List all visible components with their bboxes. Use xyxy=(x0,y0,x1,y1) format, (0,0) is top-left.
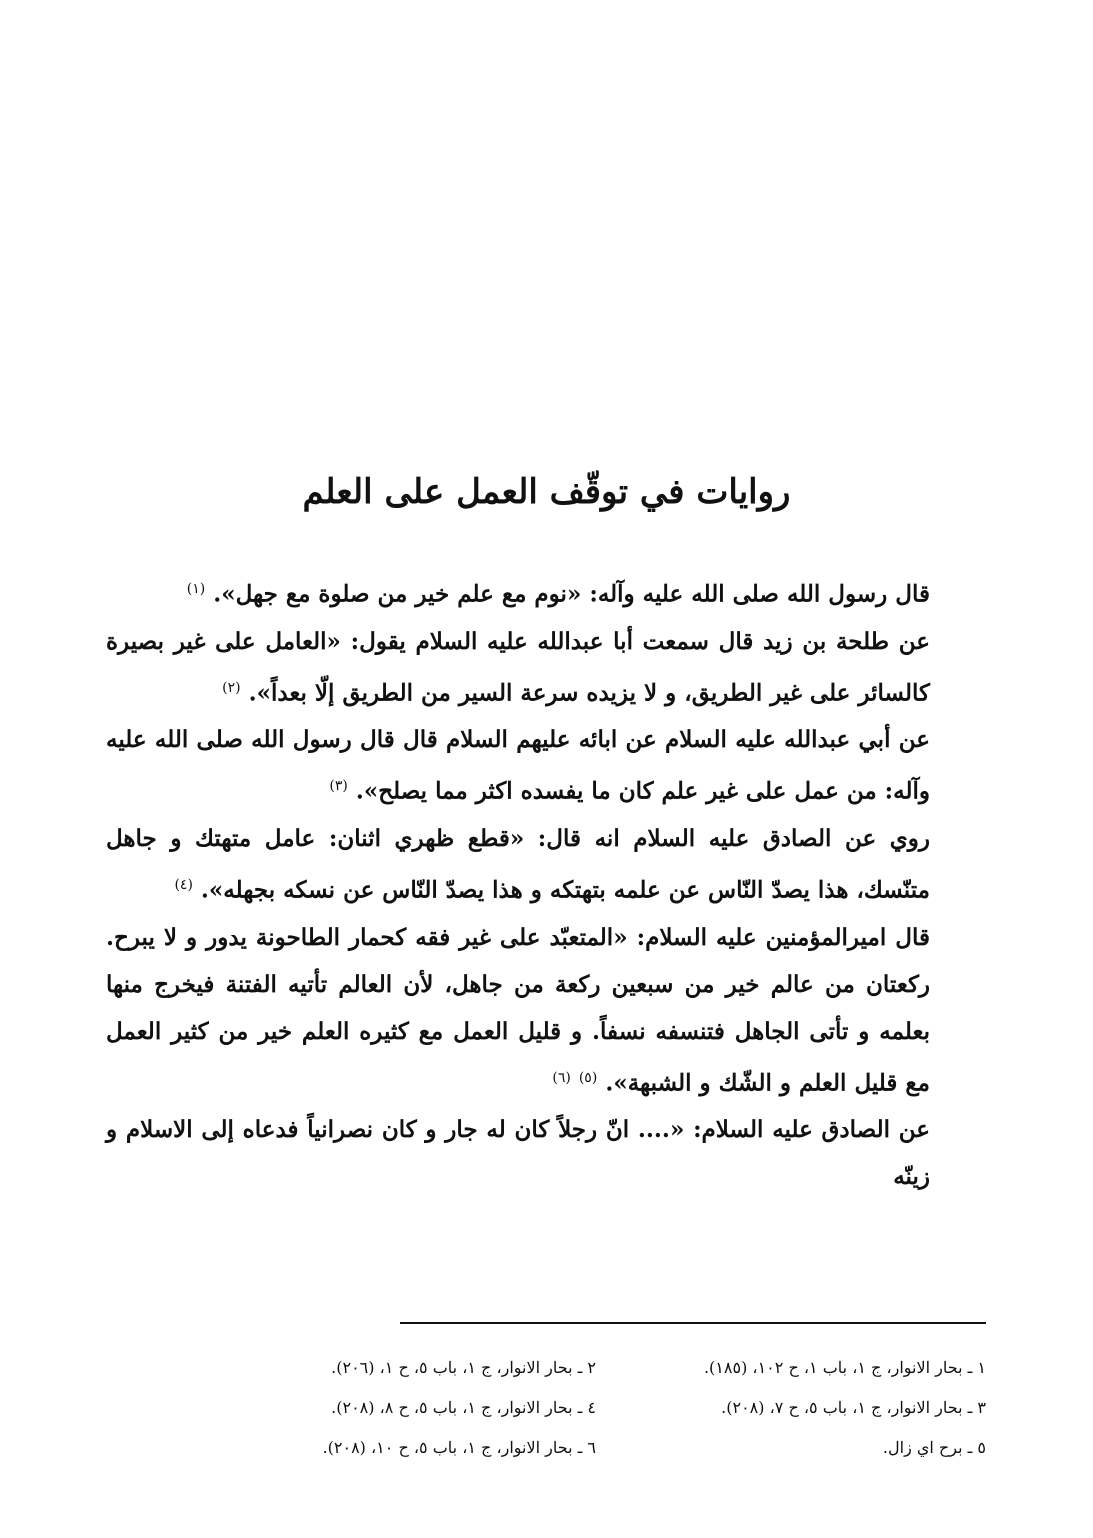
narration-text: قال اميرالمؤمنين عليه السلام: «المتعبّد على غير فقه كحمار الطاحونة يدور و لا يبرح. ركعتان من عالم خير من سبعين ركعة من جاهل، لأن العالم تأتيه الفتنة فيخرج منها بعلمه و تأتى الجاهل فتنسفه نسفاً. و قليل العمل مع كثيره العلم خير من كثير العمل مع قليل العلم و الشّك و الشبهة». $^{(٥)}$ $^{(٦)}$ xyxy=(106,923,930,1097)
footnote-ref[interactable]: (٣) xyxy=(329,778,348,795)
narrations-body xyxy=(106,566,986,1200)
narration-4 xyxy=(106,815,986,914)
narration-3 xyxy=(106,716,986,815)
narration-1 xyxy=(106,566,986,618)
narration-text: روي عن الصادق عليه السلام انه قال: «قطع ظهري اثنان: عامل متهتك و جاهل متنّسك، هذا يصدّ النّاس عن علمه بتهتكه و هذا يصدّ النّاس عن نسكه بجهله». $^{(٤)}$ xyxy=(106,824,930,904)
footnote-divider xyxy=(400,1322,986,1324)
footnote-6: ٦ ـ بحار الانوار، ج ١، باب ٥، ح ١٠، (٢٠٨). xyxy=(322,1438,596,1457)
page-title: روايات في توقّف العمل على العلم xyxy=(302,472,791,512)
footnote-ref[interactable]: (٦) xyxy=(552,1069,571,1086)
footnote-5: ٥ ـ برح اي زال. xyxy=(882,1438,986,1457)
footnote-ref[interactable]: (٤) xyxy=(174,876,193,893)
footnotes xyxy=(106,1348,986,1468)
footnote-ref[interactable]: (٥) xyxy=(578,1069,598,1086)
footnote-row xyxy=(106,1348,986,1388)
narration-6 xyxy=(106,1106,986,1200)
narration-5 xyxy=(106,914,986,1107)
footnote-4: ٤ ـ بحار الانوار، ج ١، باب ٥، ح ٨، (٢٠٨). xyxy=(331,1398,596,1417)
footnote-row xyxy=(106,1428,986,1468)
footnote-ref[interactable]: (١) xyxy=(186,581,206,597)
narration-text: عن الصادق عليه السلام: «.... انّ رجلاً كان له جار و كان نصرانياً فدعاه إلى الاسلام و زينّه xyxy=(106,1116,930,1191)
footnote-3: ٣ ـ بحار الانوار، ج ١، باب ٥، ح ٧، (٢٠٨). xyxy=(721,1398,986,1417)
narration-2 xyxy=(106,618,986,717)
footnote-1: ١ ـ بحار الانوار، ج ١، باب ١، ح ١٠٢، (١٨٥). xyxy=(703,1358,986,1377)
footnote-row xyxy=(106,1388,986,1428)
narration-text: قال رسول الله صلى الله عليه وآله: «نوم مع علم خير من صلوة مع جهل». $^{(١)}$ xyxy=(186,580,930,608)
narration-text: عن أبي عبدالله عليه السلام عن ابائه عليهم السلام قال قال رسول الله صلى الله عليه وآله: من عمل على غير علم كان ما يفسده اكثر مما يصلح». $^{(٣)}$ xyxy=(106,726,930,805)
footnote-2: ٢ ـ بحار الانوار، ج ١، باب ٥، ح ١، (٢٠٦). xyxy=(331,1358,596,1377)
footnote-ref[interactable]: (٢) xyxy=(222,679,241,696)
narration-text: عن طلحة بن زيد قال سمعت أبا عبدالله عليه السلام يقول: «العامل على غير بصيرة كالسائر على غير الطريق، و لا يزيده سرعة السير من الطريق إلّا بعداً». $^{(٢)}$ xyxy=(106,627,930,707)
